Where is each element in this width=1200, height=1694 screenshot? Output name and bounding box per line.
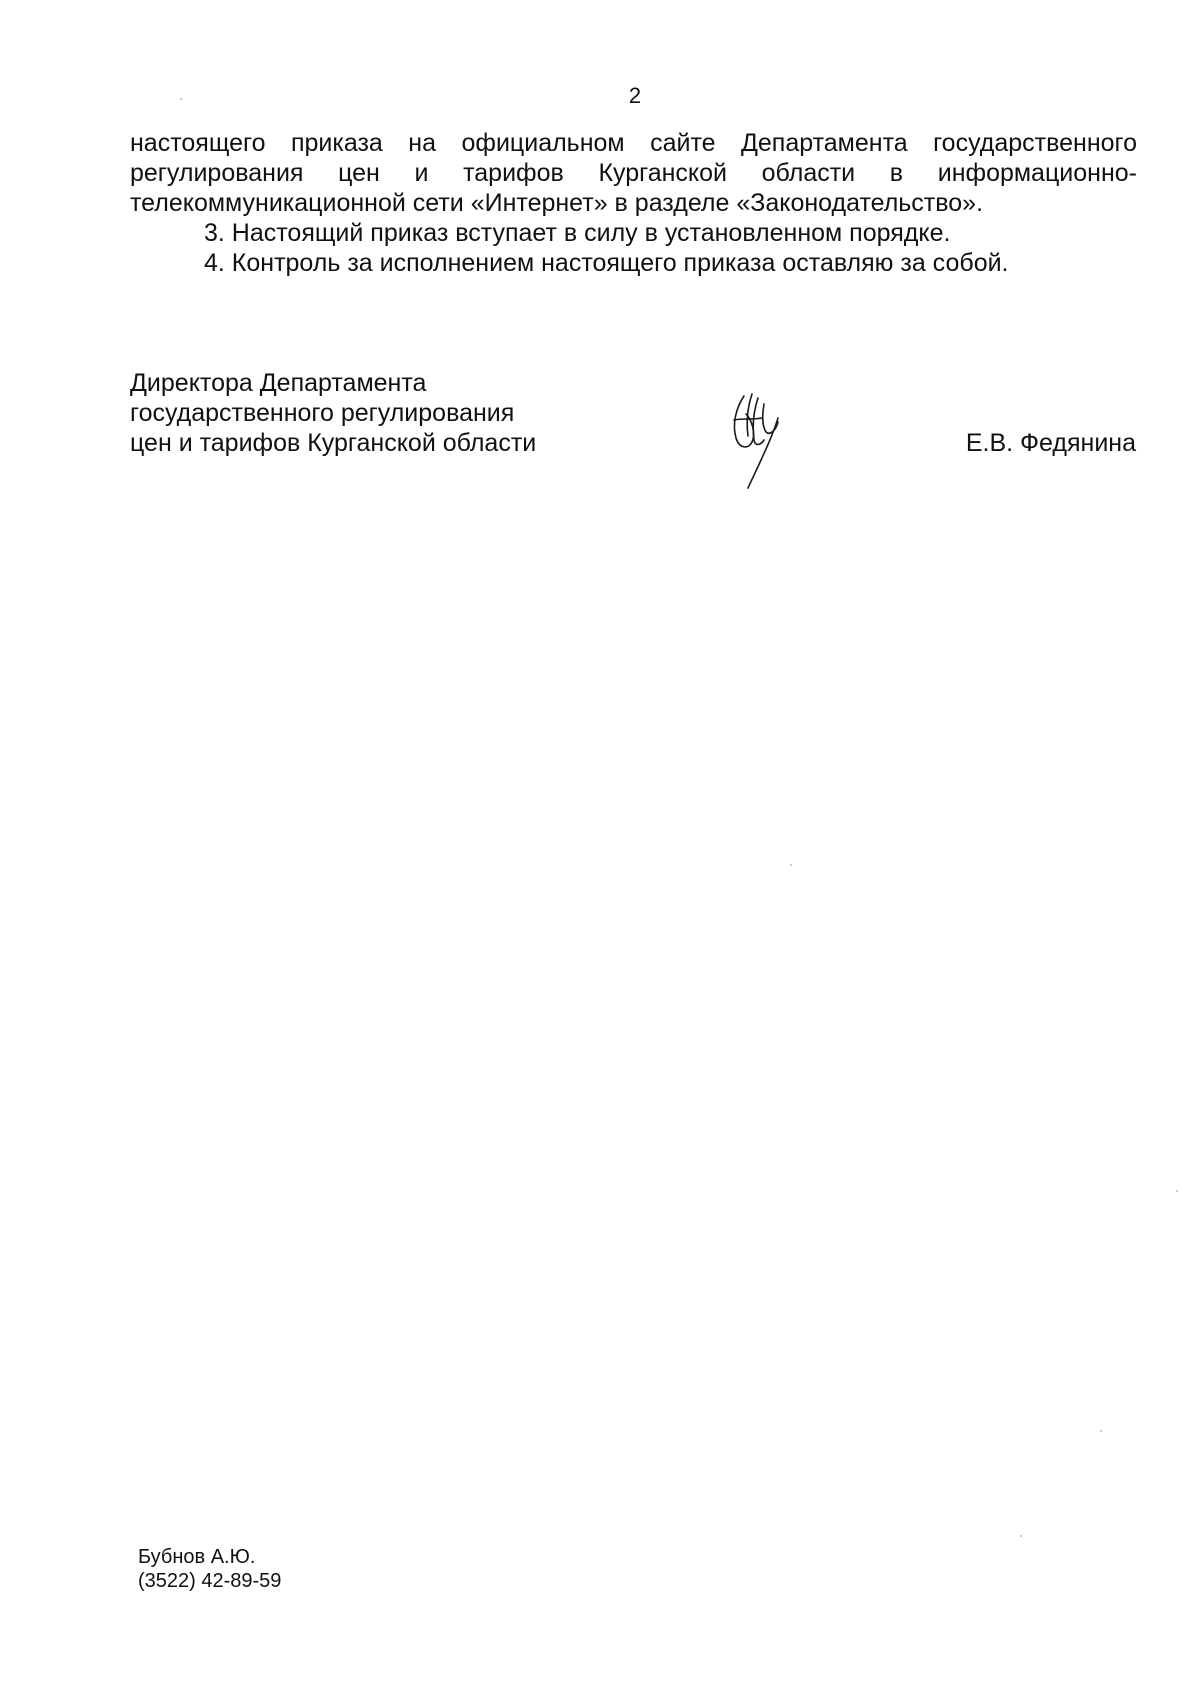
scan-speck [1100,1430,1102,1432]
document-body [130,128,1137,278]
page-number: 2 [628,83,642,108]
position-line: государственного регулирования [130,399,515,427]
scan-speck [1020,1535,1022,1537]
executor-name: Бубнов А.Ю. [138,1546,256,1568]
scan-speck [790,864,792,866]
paragraph-continuation: настоящего приказа на официальном сайте Департамента государственного регулирования цен и тарифов Курганской области в информационно-телекоммуникационной сети «Интернет» в разделе «Законодательство». [130,129,1137,217]
position-line: Директора Департамента [130,369,427,397]
scan-speck [1176,1190,1178,1192]
signatory-position [130,368,536,458]
signer-name: Е.В. Федянина [965,429,1136,457]
position-line: цен и тарифов Курганской области [130,429,537,457]
handwritten-signature-icon [722,390,792,492]
paragraph-item-3: 3. Настоящий приказ вступает в силу в установленном порядке. [204,219,951,247]
executor-phone: (3522) 42-89-59 [138,1570,282,1592]
scan-speck [180,98,182,100]
executor-info [138,1545,281,1593]
paragraph-item-4: 4. Контроль за исполнением настоящего приказа оставляю за собой. [204,249,1009,277]
